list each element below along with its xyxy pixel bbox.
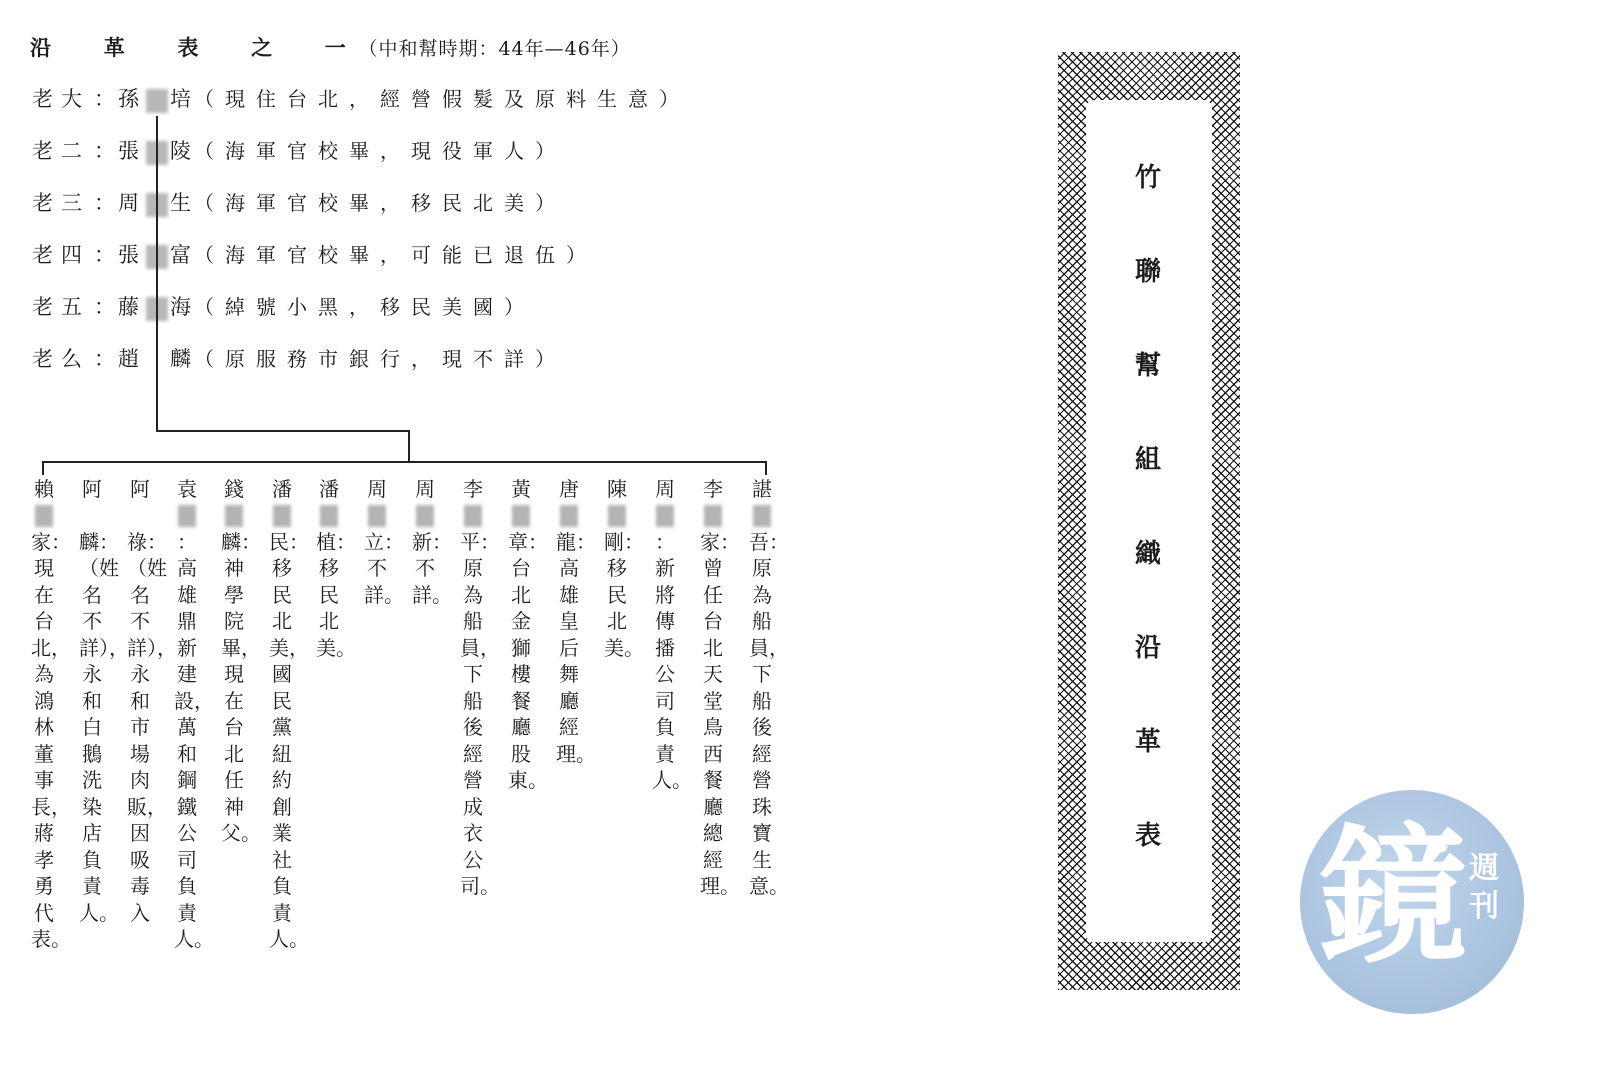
member-column xyxy=(127,476,177,926)
member-column xyxy=(269,476,309,953)
tablet-title xyxy=(1130,156,1166,908)
elder-given: 生 xyxy=(170,191,195,215)
member-description: ：新將傳播公司負責人。 xyxy=(652,529,692,792)
tablet-title-char: 幫 xyxy=(1134,351,1161,381)
redacted-mark xyxy=(225,505,243,527)
elder-row xyxy=(32,290,535,324)
redacted-mark xyxy=(368,505,386,527)
elder-note: （海軍官校畢，可能已退伍） xyxy=(194,243,597,267)
member-surname: 李 xyxy=(703,477,723,501)
elder-note: （原服務市銀行，現不詳） xyxy=(194,347,566,371)
redacted-mark xyxy=(320,505,338,527)
member-description: 龍：高雄皇后舞廳經理。 xyxy=(556,529,596,766)
redacted-mark xyxy=(656,505,674,527)
tablet-title-char: 革 xyxy=(1134,727,1161,757)
elder-colon: ： xyxy=(94,191,119,215)
tree-tick-right xyxy=(765,461,767,475)
member-surname: 錢 xyxy=(224,477,244,501)
member-column xyxy=(749,476,789,900)
redacted-mark xyxy=(560,505,578,527)
elder-rank: 老么 xyxy=(32,347,90,371)
elder-given: 富 xyxy=(170,243,195,267)
member-column xyxy=(221,476,261,847)
redacted-mark xyxy=(512,505,530,527)
member-column xyxy=(174,476,214,953)
header-char: 表 xyxy=(177,35,200,60)
member-description: 家：曾任台北天堂鳥西餐廳總經理。 xyxy=(700,529,740,898)
elder-rank: 老大 xyxy=(32,87,90,111)
header-period: （中和幫時期：44年—46年） xyxy=(358,38,631,60)
redacted-mark xyxy=(704,505,722,527)
member-description: 家：現在台北，為鴻林董事長，蔣孝勇代表。 xyxy=(31,529,71,951)
elder-rank: 老二 xyxy=(32,139,90,163)
redacted-mark xyxy=(178,505,196,527)
member-description: 平：原為船員，下船後經營成衣公司。 xyxy=(460,529,500,898)
member-column xyxy=(652,476,692,794)
logo-main-glyph: 鏡 xyxy=(1318,811,1469,985)
tablet-title-char: 組 xyxy=(1134,445,1161,475)
tablet-title-char: 聯 xyxy=(1134,257,1161,287)
elder-colon: ： xyxy=(94,139,119,163)
tablet-title-char: 竹 xyxy=(1134,163,1161,193)
elder-surname: 周 xyxy=(118,191,143,215)
header-char: 革 xyxy=(103,35,126,60)
member-surname: 阿 xyxy=(130,477,150,501)
chart-header xyxy=(30,32,631,62)
member-surname: 袁 xyxy=(177,477,197,501)
tree-drop-line xyxy=(408,430,410,462)
elder-row xyxy=(32,82,690,116)
redacted-mark xyxy=(273,505,291,527)
tree-elbow-line xyxy=(156,430,410,432)
elder-note: （綽號小黑，移民美國） xyxy=(194,295,535,319)
tree-trunk-line xyxy=(156,116,158,432)
elder-note: （現住台北，經營假髮及原料生意） xyxy=(194,87,690,111)
member-description: 民：移民北美，國民黨紐約創業社負責人。 xyxy=(269,529,309,951)
elder-colon: ： xyxy=(94,243,119,267)
mirror-weekly-logo xyxy=(1300,790,1524,1014)
member-surname: 黃 xyxy=(511,477,531,501)
member-description: 植：移民北美。 xyxy=(316,529,356,660)
member-column xyxy=(556,476,596,767)
elder-surname: 趙 xyxy=(118,347,143,371)
member-description: ：高雄鼎新建設，萬和鋼鐵公司負責人。 xyxy=(174,529,214,951)
elder-row xyxy=(32,342,566,376)
elder-colon: ： xyxy=(94,87,119,111)
member-surname: 陳 xyxy=(607,477,627,501)
member-description: 麟：（姓名不詳），永和白鵝洗染店負責人。 xyxy=(79,529,129,925)
member-description: 剛：移民北美。 xyxy=(604,529,644,660)
member-description: 新：不詳。 xyxy=(412,529,452,607)
logo-subtitle-char: 刊 xyxy=(1469,889,1499,924)
logo-subtitle xyxy=(1468,850,1500,926)
member-surname: 周 xyxy=(415,477,435,501)
redacted-mark xyxy=(608,505,626,527)
elder-rank: 老三 xyxy=(32,191,90,215)
redacted-mark xyxy=(753,505,771,527)
header-char: 一 xyxy=(324,35,347,60)
elder-note: （海軍官校畢，移民北美） xyxy=(194,191,566,215)
elder-row xyxy=(32,186,566,220)
elder-surname: 張 xyxy=(118,243,143,267)
header-char: 之 xyxy=(251,35,274,60)
tree-tick-left xyxy=(42,461,44,475)
member-column xyxy=(79,476,129,926)
elder-note: （海軍官校畢，現役軍人） xyxy=(194,139,566,163)
elder-colon: ： xyxy=(94,295,119,319)
elder-given: 培 xyxy=(170,87,195,111)
elder-row xyxy=(32,238,597,272)
member-column xyxy=(316,476,356,661)
elder-surname: 張 xyxy=(118,139,143,163)
member-column xyxy=(508,476,548,794)
elder-given: 海 xyxy=(170,295,195,319)
member-column xyxy=(700,476,740,900)
redacted-mark xyxy=(83,505,101,527)
member-description: 麟：神學院畢，現在台北任神父。 xyxy=(221,529,261,845)
elder-rank: 老四 xyxy=(32,243,90,267)
redacted-mark xyxy=(131,505,149,527)
member-description: 吾：原為船員，下船後經營珠寶生意。 xyxy=(749,529,789,898)
member-description: 立：不詳。 xyxy=(364,529,404,607)
member-surname: 唐 xyxy=(559,477,579,501)
elder-colon: ： xyxy=(94,347,119,371)
elder-row xyxy=(32,134,566,168)
member-column xyxy=(31,476,71,953)
member-column xyxy=(604,476,644,661)
member-surname: 李 xyxy=(463,477,483,501)
member-column xyxy=(412,476,452,608)
redacted-mark xyxy=(416,505,434,527)
elder-surname: 孫 xyxy=(118,87,143,111)
elder-given: 陵 xyxy=(170,139,195,163)
tablet-title-char: 表 xyxy=(1134,821,1161,851)
elder-rank: 老五 xyxy=(32,295,90,319)
elder-given: 麟 xyxy=(170,347,195,371)
logo-subtitle-char: 週 xyxy=(1469,851,1499,886)
member-surname: 周 xyxy=(655,477,675,501)
member-column xyxy=(460,476,500,900)
member-surname: 潘 xyxy=(319,477,339,501)
member-surname: 諶 xyxy=(752,477,772,501)
redacted-mark xyxy=(464,505,482,527)
member-surname: 潘 xyxy=(272,477,292,501)
tablet-title-char: 沿 xyxy=(1134,633,1161,663)
member-surname: 阿 xyxy=(82,477,102,501)
elder-surname: 藤 xyxy=(118,295,143,319)
redacted-mark xyxy=(35,505,53,527)
member-column xyxy=(364,476,404,608)
member-description: 祿：（姓名不詳），永和市場肉販，因吸毒入 xyxy=(127,529,177,925)
redacted-mark xyxy=(146,89,168,113)
member-surname: 賴 xyxy=(34,477,54,501)
tree-branch-line xyxy=(42,461,767,463)
header-char: 沿 xyxy=(30,35,52,60)
tablet-title-char: 織 xyxy=(1134,539,1161,569)
member-surname: 周 xyxy=(367,477,387,501)
member-description: 章：台北金獅樓餐廳股東。 xyxy=(508,529,548,792)
